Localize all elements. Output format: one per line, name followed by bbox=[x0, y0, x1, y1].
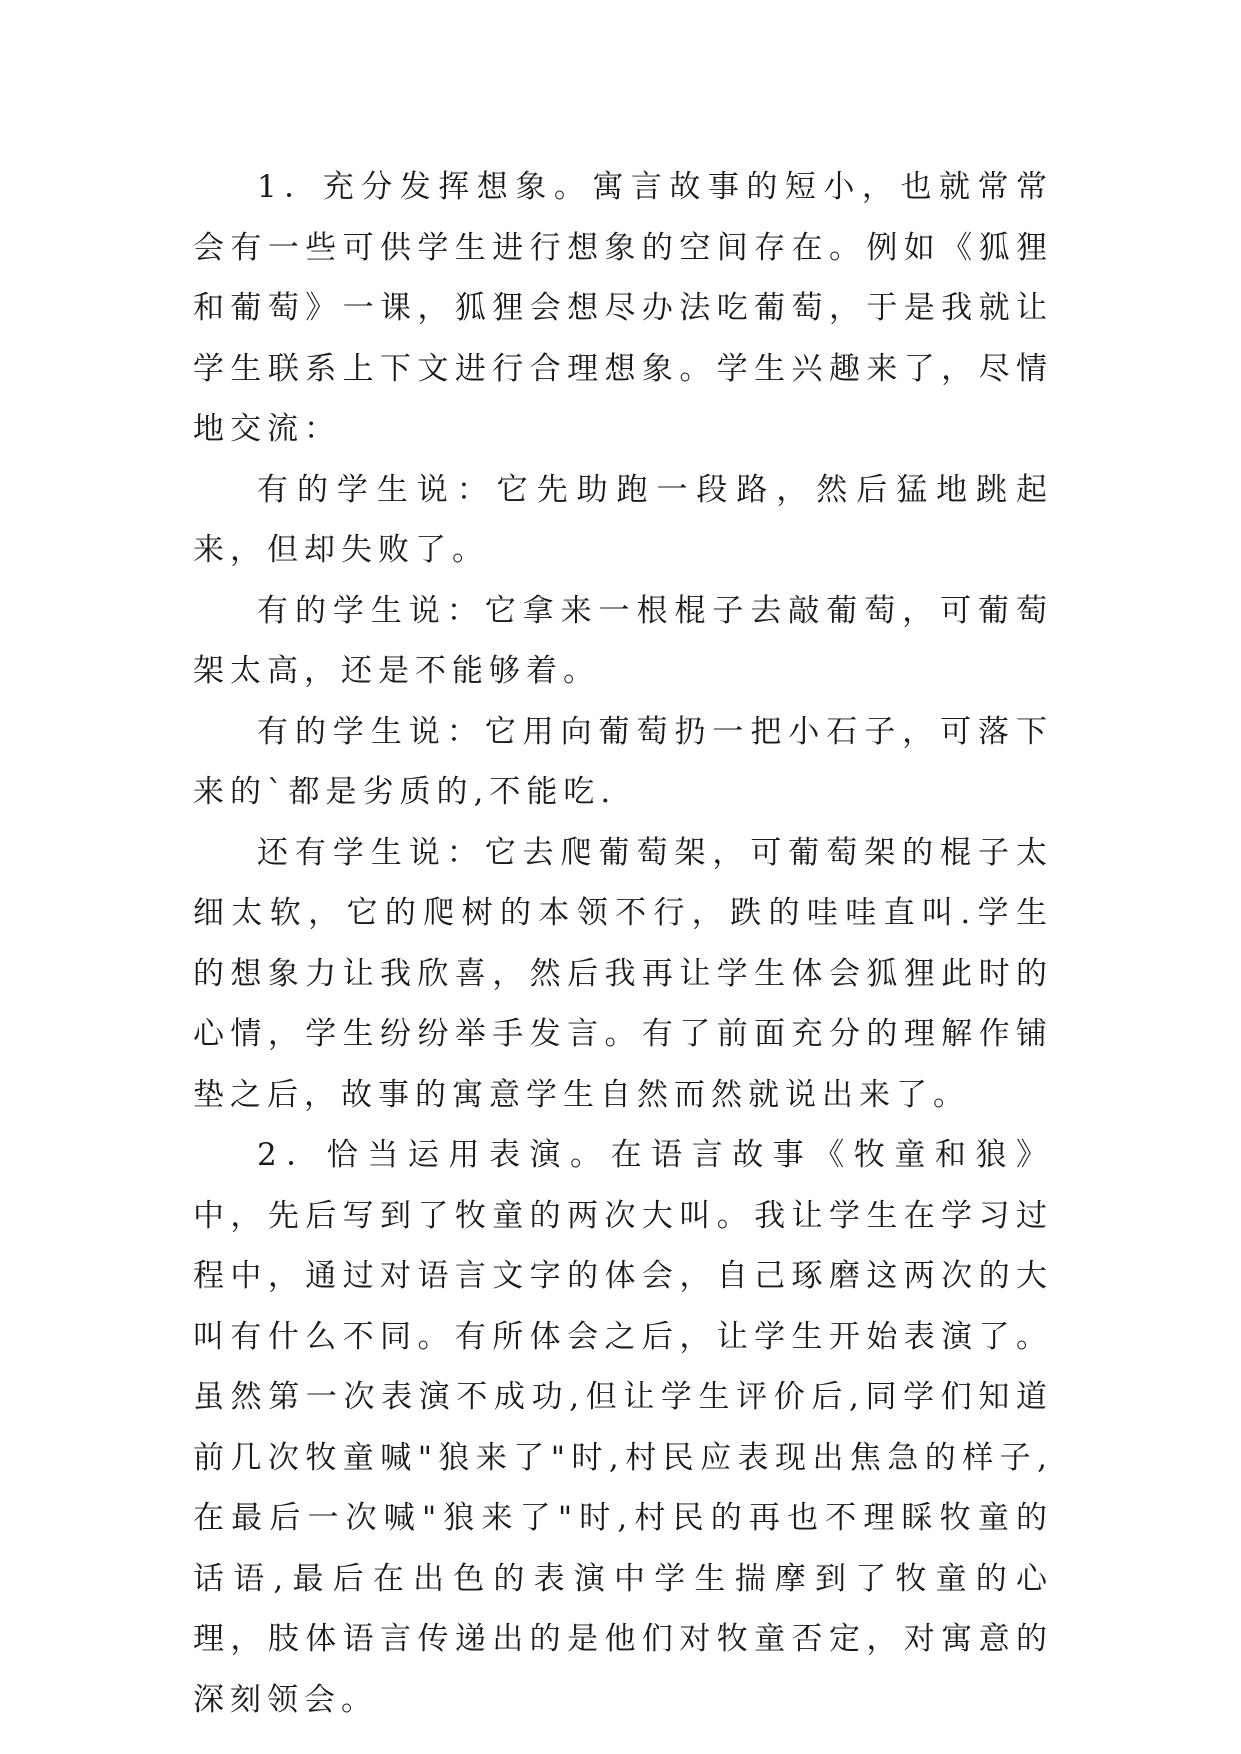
paragraph-performance: 2．恰当运用表演。在语言故事《牧童和狼》中，先后写到了牧童的两次大叫。我让学生在学习过程中，通过对语言文字的体会，自己琢磨这两次的大叫有什么不同。有所体会之后，让学生开始表演了。虽然第一次表演不成功,但让学生评价后,同学们知道前几次牧童喊"狼来了"时,村民应表现出焦急的样子,在最后一次喊"狼来了"时,村民的再也不理睬牧童的话语,最后在出色的表演中学生揣摩到了牧童的心理，肢体语言传递出的是他们对牧童否定，对寓意的深刻领会。 bbox=[193, 1137, 1053, 1718]
paragraph-student-climb: 还有学生说：它去爬葡萄架，可葡萄架的棍子太细太软，它的爬树的本领不行，跌的哇哇直叫.学生的想象力让我欣喜，然后我再让学生体会狐狸此时的心情，学生纷纷举手发言。有了前面充分的理解作铺垫之后，故事的寓意学生自然而然就说出来了。 bbox=[193, 834, 1053, 1113]
document-body bbox=[193, 157, 1053, 1730]
paragraph-imagination: 1．充分发挥想象。寓言故事的短小，也就常常会有一些可供学生进行想象的空间存在。例如《狐狸和葡萄》一课，狐狸会想尽办法吃葡萄，于是我就让学生联系上下文进行合理想象。学生兴趣来了，尽情地交流： bbox=[193, 169, 1053, 447]
paragraph-student-stick: 有的学生说：它拿来一根棍子去敲葡萄，可葡萄架太高，还是不能够着。 bbox=[193, 592, 1053, 689]
paragraph-student-run-jump: 有的学生说：它先助跑一段路，然后猛地跳起来，但却失败了。 bbox=[193, 471, 1053, 568]
paragraph-student-stones: 有的学生说：它用向葡萄扔一把小石子，可落下来的`都是劣质的,不能吃. bbox=[193, 713, 1053, 810]
